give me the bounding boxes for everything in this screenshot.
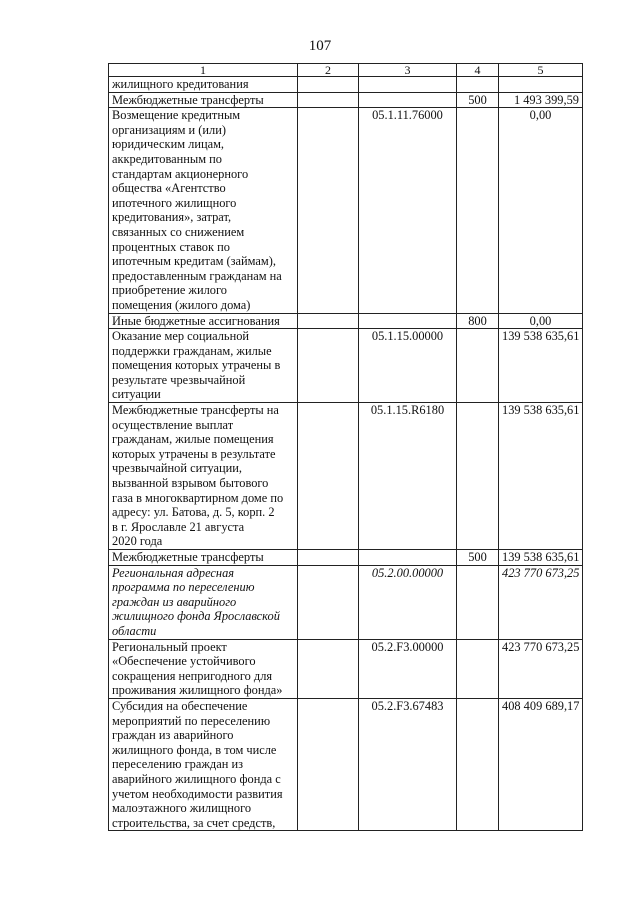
row-description: Межбюджетные трансферты на осуществление выплат гражданам, жилые помещения которых утрачены в результате чрезвычайной ситуации, вызванной взрывом бытового газа в многоквартирном доме по адресу: ул. Батова, д. 5, корп. 2 в г. Ярославле 21 августа 2020 года [109, 403, 298, 550]
column-header-4: 4 [457, 64, 499, 77]
column-header-1: 1 [109, 64, 298, 77]
row-expense-type: 500 [457, 550, 499, 566]
row-column-2 [298, 92, 359, 108]
row-description: Субсидия на обеспечение мероприятий по переселению граждан из аварийного жилищного фонда, в том числе переселению граждан из аварийного жилищного фонда с учетом необходимости развития малоэтажного жилищного строительства, за счет средств, [109, 698, 298, 830]
row-classification-code: 05.2.F3.00000 [359, 639, 457, 698]
row-expense-type: 800 [457, 313, 499, 329]
row-classification-code [359, 92, 457, 108]
table-row [109, 92, 583, 108]
row-amount: 423 770 673,25 [499, 565, 583, 639]
row-expense-type [457, 77, 499, 93]
row-classification-code [359, 550, 457, 566]
table-row [109, 639, 583, 698]
row-classification-code: 05.2.F3.67483 [359, 698, 457, 830]
row-description: Региональная адресная программа по переселению граждан из аварийного жилищного фонда Ярославской области [109, 565, 298, 639]
row-amount: 139 538 635,61 [499, 550, 583, 566]
row-expense-type: 500 [457, 92, 499, 108]
row-description: жилищного кредитования [109, 77, 298, 93]
row-column-2 [298, 329, 359, 403]
row-amount: 408 409 689,17 [499, 698, 583, 830]
row-column-2 [298, 403, 359, 550]
row-amount: 139 538 635,61 [499, 329, 583, 403]
row-amount: 1 493 399,59 [499, 92, 583, 108]
table-row [109, 108, 583, 313]
row-expense-type [457, 108, 499, 313]
row-expense-type [457, 403, 499, 550]
row-column-2 [298, 565, 359, 639]
row-expense-type [457, 329, 499, 403]
column-header-5: 5 [499, 64, 583, 77]
row-description: Возмещение кредитным организациям и (или) юридическим лицам, аккредитованным по стандартам акционерного общества «Агентство ипотечного жилищного кредитования», затрат, связанных со снижением процентных ставок по ипотечным кредитам (займам), предоставленным гражданам на приобретение жилого помещения (жилого дома) [109, 108, 298, 313]
row-column-2 [298, 639, 359, 698]
row-column-2 [298, 550, 359, 566]
row-classification-code [359, 77, 457, 93]
row-description: Иные бюджетные ассигнования [109, 313, 298, 329]
table-body [109, 77, 583, 831]
table-row [109, 77, 583, 93]
row-amount: 0,00 [499, 108, 583, 313]
table-row [109, 329, 583, 403]
table-row [109, 565, 583, 639]
row-classification-code [359, 313, 457, 329]
table-row [109, 403, 583, 550]
page-number: 107 [308, 38, 332, 54]
row-classification-code: 05.1.15.00000 [359, 329, 457, 403]
row-description: Межбюджетные трансферты [109, 550, 298, 566]
row-column-2 [298, 698, 359, 830]
row-expense-type [457, 639, 499, 698]
row-expense-type [457, 565, 499, 639]
column-header-3: 3 [359, 64, 457, 77]
column-header-2: 2 [298, 64, 359, 77]
row-classification-code: 05.1.15.R6180 [359, 403, 457, 550]
table-row [109, 550, 583, 566]
table-header-row [109, 64, 583, 77]
row-classification-code: 05.1.11.76000 [359, 108, 457, 313]
table-row [109, 698, 583, 830]
row-column-2 [298, 108, 359, 313]
row-expense-type [457, 698, 499, 830]
row-description: Межбюджетные трансферты [109, 92, 298, 108]
table-row [109, 313, 583, 329]
row-amount [499, 77, 583, 93]
row-description: Региональный проект «Обеспечение устойчивого сокращения непригодного для проживания жилищного фонда» [109, 639, 298, 698]
row-column-2 [298, 77, 359, 93]
row-amount: 0,00 [499, 313, 583, 329]
row-description: Оказание мер социальной поддержки гражданам, жилые помещения которых утрачены в результате чрезвычайной ситуации [109, 329, 298, 403]
row-classification-code: 05.2.00.00000 [359, 565, 457, 639]
budget-table [108, 63, 583, 831]
row-amount: 423 770 673,25 [499, 639, 583, 698]
row-column-2 [298, 313, 359, 329]
row-amount: 139 538 635,61 [499, 403, 583, 550]
